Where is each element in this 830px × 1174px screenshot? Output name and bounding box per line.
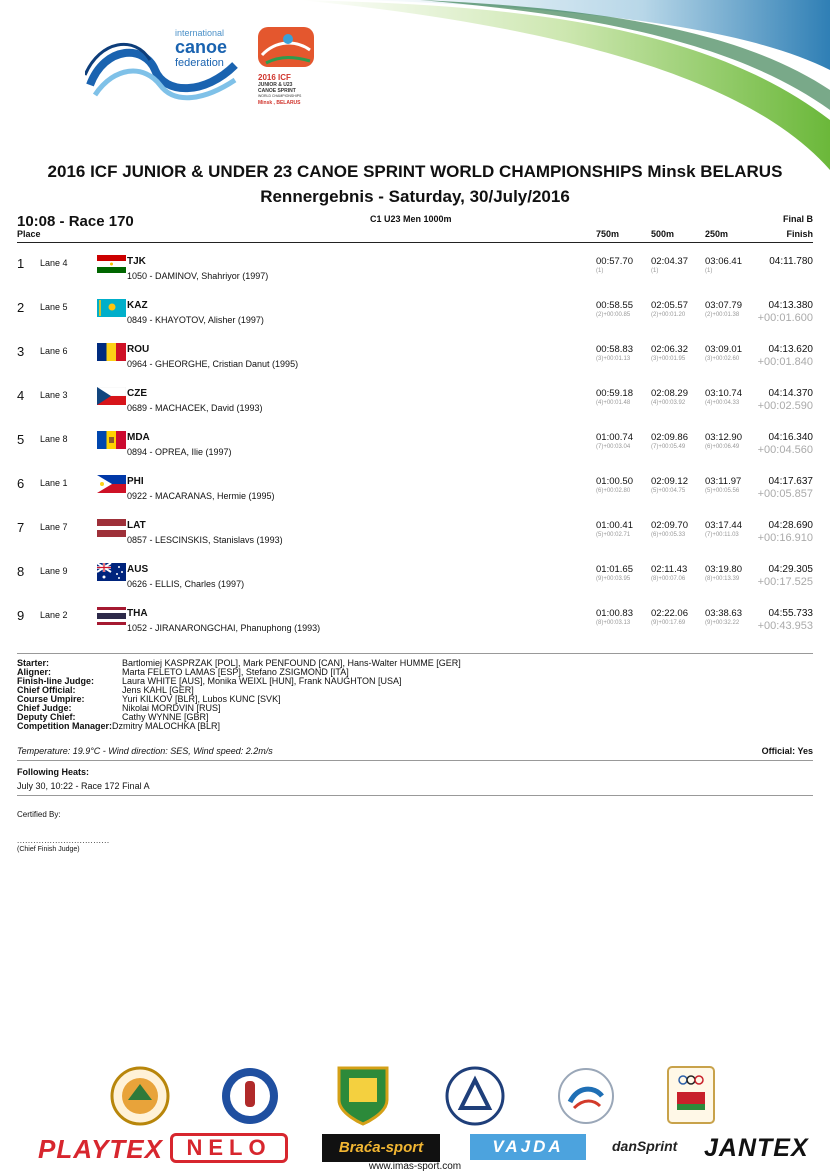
- lane: Lane 4: [40, 258, 68, 268]
- split-250m: 03:09.01: [705, 344, 742, 355]
- nation-code: AUS: [127, 564, 149, 575]
- split-750m: 01:00.50: [596, 476, 633, 487]
- split-500m-rank: (5)+00:04.75: [651, 488, 686, 494]
- split-500m-rank: (7)+00:05.49: [651, 444, 686, 450]
- signature-line: ..................................: [17, 836, 110, 845]
- lane: Lane 2: [40, 610, 68, 620]
- flag-kaz-icon: [97, 299, 126, 317]
- split-750m-rank: (3)+00:01.13: [596, 356, 631, 362]
- flag-tjk-icon: [97, 255, 126, 273]
- result-row: [0, 518, 830, 562]
- split-250m-rank: (3)+00:02.60: [705, 356, 740, 362]
- split-750m: 00:58.83: [596, 344, 633, 355]
- time-behind: +00:05.857: [757, 488, 813, 500]
- sponsor-dansprint: danSprint: [612, 1138, 678, 1154]
- split-750m-rank: (8)+00:03.13: [596, 620, 631, 626]
- athlete-name: 1052 - JIRANARONGCHAI, Phanuphong (1993): [127, 623, 321, 633]
- flag-rou-icon: [97, 343, 126, 361]
- finish-time: 04:13.620: [768, 344, 813, 355]
- official-names: Jens KAHL [GER]: [122, 685, 194, 695]
- split-250m: 03:06.41: [705, 256, 742, 267]
- result-row: [0, 254, 830, 298]
- finish-time: 04:55.733: [768, 608, 813, 619]
- split-500m-rank: (6)+00:05.33: [651, 532, 686, 538]
- official-names: Yuri KILKOV [BLR], Lubos KUNC [SVK]: [122, 694, 281, 704]
- split-750m: 00:57.70: [596, 256, 633, 267]
- official-names: Bartlomiej KASPRZAK [POL], Mark PENFOUND [CAN], Hans-Walter HUMME [GER]: [122, 658, 461, 668]
- split-750m-rank: (1): [596, 268, 604, 274]
- lane: Lane 1: [40, 478, 68, 488]
- header-divider: [17, 242, 813, 243]
- race-phase: Final B: [782, 214, 813, 224]
- event-logo: [256, 25, 316, 115]
- split-250m: 03:10.74: [705, 388, 742, 399]
- nation-code: ROU: [127, 344, 150, 355]
- split-500m: 02:09.12: [651, 476, 688, 487]
- sponsor-playtex: PLAYTEX: [38, 1134, 163, 1164]
- time-behind: +00:01.600: [757, 312, 813, 324]
- split-500m-rank: (3)+00:01.95: [651, 356, 686, 362]
- result-row: [0, 342, 830, 386]
- athlete-name: 0894 - OPREA, Ilie (1997): [127, 447, 232, 457]
- race-time-number: 10:08 - Race 170: [17, 213, 134, 230]
- finish-time: 04:29.305: [768, 564, 813, 575]
- split-750m: 01:00.74: [596, 432, 633, 443]
- result-row: [0, 606, 830, 650]
- official-names: Cathy WYNNE [GBR]: [122, 712, 209, 722]
- split-250m-rank: (9)+00:32.22: [705, 620, 740, 626]
- rank: 9: [17, 608, 25, 623]
- event-logo-text-3: CANOE SPRINT: [258, 88, 296, 94]
- event-logo-text-5: Minsk , BELARUS: [258, 100, 301, 106]
- event-logo-text-2: JUNIOR & U23: [258, 82, 293, 88]
- split-750m-rank: (2)+00:00.85: [596, 312, 631, 318]
- flag-phi-icon: [97, 475, 126, 493]
- finish-time: 04:14.370: [768, 388, 813, 399]
- split-500m-rank: (4)+00:03.92: [651, 400, 686, 406]
- split-250m-rank: (4)+00:04.33: [705, 400, 740, 406]
- nation-code: KAZ: [127, 300, 148, 311]
- divider: [17, 760, 813, 761]
- official-role: Chief Official:: [17, 685, 76, 695]
- split-500m-rank: (2)+00:01.20: [651, 312, 686, 318]
- split-750m: 01:00.41: [596, 520, 633, 531]
- rank: 7: [17, 520, 25, 535]
- nation-code: CZE: [127, 388, 147, 399]
- weather-info: Temperature: 19.9°C - Wind direction: SES, Wind speed: 2.2m/s: [17, 746, 273, 756]
- col-finish: Finish: [786, 229, 813, 239]
- rank: 2: [17, 300, 25, 315]
- finish-time: 04:17.637: [768, 476, 813, 487]
- lane: Lane 7: [40, 522, 68, 532]
- official-names: Marta FELETO LAMAS [ESP], Stefano ZSIGMOND [ITA]: [122, 667, 349, 677]
- split-500m: 02:22.06: [651, 608, 688, 619]
- following-heats-value: July 30, 10:22 - Race 172 Final A: [17, 781, 150, 791]
- sponsor-emblem-5-icon: [556, 1066, 616, 1126]
- finish-time: 04:13.380: [768, 300, 813, 311]
- athlete-name: 0857 - LESCINSKIS, Stanislavs (1993): [127, 535, 283, 545]
- athlete-name: 0626 - ELLIS, Charles (1997): [127, 579, 245, 589]
- rank: 5: [17, 432, 25, 447]
- split-250m-rank: (7)+00:11.03: [705, 532, 739, 538]
- lane: Lane 8: [40, 434, 68, 444]
- rank: 6: [17, 476, 25, 491]
- sponsor-emblem-4-icon: [445, 1066, 505, 1126]
- lane: Lane 9: [40, 566, 68, 576]
- athlete-name: 0849 - KHAYOTOV, Alisher (1997): [127, 315, 264, 325]
- time-behind: +00:43.953: [757, 620, 813, 632]
- split-250m: 03:17.44: [705, 520, 742, 531]
- col-500m: 500m: [651, 229, 675, 239]
- document-title: 2016 ICF JUNIOR & UNDER 23 CANOE SPRINT WORLD CHAMPIONSHIPS Minsk BELARUS: [47, 162, 783, 181]
- split-500m-rank: (9)+00:17.69: [651, 620, 686, 626]
- sponsors-area: [0, 1060, 830, 1174]
- athlete-name: 0964 - GHEORGHE, Cristian Danut (1995): [127, 359, 299, 369]
- split-250m-rank: (5)+00:05.56: [705, 488, 740, 494]
- time-behind: +00:02.590: [757, 400, 813, 412]
- split-250m: 03:12.90: [705, 432, 742, 443]
- event-logo-text-4: WORLD CHAMPIONSHIPS: [258, 94, 302, 98]
- split-750m-rank: (7)+00:03.04: [596, 444, 631, 450]
- split-750m: 01:01.65: [596, 564, 633, 575]
- canoe-emblem-icon: [256, 25, 316, 70]
- split-500m: 02:06.32: [651, 344, 688, 355]
- split-750m-rank: (5)+00:02.71: [596, 532, 631, 538]
- official-names: Dzmitry MALOCHKA [BLR]: [112, 721, 221, 731]
- split-750m-rank: (4)+00:01.48: [596, 400, 631, 406]
- split-250m: 03:07.79: [705, 300, 742, 311]
- chief-finish-judge-label: (Chief Finish Judge): [17, 846, 80, 853]
- nation-code: TJK: [127, 256, 146, 267]
- event-logo-text-1: 2016 ICF: [258, 73, 291, 82]
- official-names: Nikolai MORDVIN [RUS]: [122, 703, 221, 713]
- nation-code: THA: [127, 608, 148, 619]
- result-row: [0, 562, 830, 606]
- nation-code: PHI: [127, 476, 144, 487]
- finish-time: 04:28.690: [768, 520, 813, 531]
- split-250m-rank: (1): [705, 268, 713, 274]
- sponsor-emblem-6-icon: [665, 1064, 717, 1126]
- flag-cze-icon: [97, 387, 126, 405]
- sponsor-emblem-2-icon: [220, 1066, 280, 1126]
- flag-tha-icon: [97, 607, 126, 625]
- official-role: Finish-line Judge:: [17, 676, 95, 686]
- sponsor-jantex: JANTEX: [704, 1134, 809, 1162]
- result-row: [0, 430, 830, 474]
- official-role: Aligner:: [17, 667, 52, 677]
- col-250m: 250m: [705, 229, 729, 239]
- rank: 1: [17, 256, 25, 271]
- flag-mda-icon: [97, 431, 126, 449]
- flag-lat-icon: [97, 519, 126, 537]
- official-role: Chief Judge:: [17, 703, 72, 713]
- result-row: [0, 474, 830, 518]
- athlete-name: 1050 - DAMINOV, Shahriyor (1997): [127, 271, 269, 281]
- split-500m: 02:08.29: [651, 388, 688, 399]
- result-row: [0, 386, 830, 430]
- lane: Lane 6: [40, 346, 68, 356]
- athlete-name: 0922 - MACARANAS, Hermie (1995): [127, 491, 275, 501]
- divider: [17, 653, 813, 654]
- split-500m: 02:05.57: [651, 300, 688, 311]
- icf-logo-text-2: canoe: [175, 37, 228, 57]
- time-behind: +00:01.840: [757, 356, 813, 368]
- sponsor-braca-sport: Braća-sport: [322, 1134, 440, 1162]
- split-750m-rank: (6)+00:02.80: [596, 488, 631, 494]
- official-role: Course Umpire:: [17, 694, 85, 704]
- split-750m: 01:00.83: [596, 608, 633, 619]
- nation-code: MDA: [127, 432, 150, 443]
- certified-by-label: Certified By:: [17, 810, 61, 819]
- official-status: Official: Yes: [761, 746, 813, 756]
- split-500m: 02:09.86: [651, 432, 688, 443]
- split-250m: 03:19.80: [705, 564, 742, 575]
- official-role: Competition Manager:: [17, 721, 113, 731]
- split-500m: 02:11.43: [651, 564, 688, 575]
- icf-logo-text-3: federation: [175, 57, 224, 69]
- time-behind: +00:16.910: [757, 532, 813, 544]
- split-250m-rank: (2)+00:01.38: [705, 312, 740, 318]
- athlete-name: 0689 - MACHACEK, David (1993): [127, 403, 263, 413]
- sponsor-emblem-3-icon: [335, 1064, 391, 1126]
- official-role: Deputy Chief:: [17, 712, 76, 722]
- split-250m-rank: (6)+00:06.49: [705, 444, 740, 450]
- icf-logo: [85, 25, 245, 115]
- nation-code: LAT: [127, 520, 146, 531]
- split-500m: 02:04.37: [651, 256, 688, 267]
- sponsor-nelo: NELO: [170, 1133, 288, 1163]
- split-250m-rank: (8)+00:13.39: [705, 576, 740, 582]
- official-role: Starter:: [17, 658, 50, 668]
- split-750m: 00:59.18: [596, 388, 633, 399]
- split-250m: 03:38.63: [705, 608, 742, 619]
- split-500m-rank: (1): [651, 268, 659, 274]
- sponsor-vajda: VAJDA: [470, 1134, 586, 1160]
- document-subtitle: Rennergebnis - Saturday, 30/July/2016: [260, 187, 570, 206]
- finish-time: 04:11.780: [769, 256, 813, 267]
- split-250m: 03:11.97: [705, 476, 742, 487]
- split-500m-rank: (8)+00:07.06: [651, 576, 686, 582]
- official-names: Laura WHITE [AUS], Monika WEIXL [HUN], Frank NAUGHTON [USA]: [122, 676, 402, 686]
- rank: 4: [17, 388, 25, 403]
- split-750m: 00:58.55: [596, 300, 633, 311]
- rank: 8: [17, 564, 25, 579]
- place-header: Place: [17, 229, 41, 239]
- split-750m-rank: (9)+00:03.95: [596, 576, 631, 582]
- divider: [17, 795, 813, 796]
- col-750m: 750m: [596, 229, 620, 239]
- time-behind: +00:17.525: [757, 576, 813, 588]
- website-url: www.imas-sport.com: [368, 1161, 462, 1172]
- icf-logo-text-1: international: [175, 28, 225, 38]
- time-behind: +00:04.560: [757, 444, 813, 456]
- lane: Lane 3: [40, 390, 68, 400]
- flag-aus-icon: [97, 563, 126, 581]
- following-heats-label: Following Heats:: [17, 767, 89, 777]
- sponsor-emblem-1-icon: [110, 1066, 170, 1126]
- event-name: C1 U23 Men 1000m: [370, 214, 452, 224]
- split-500m: 02:09.70: [651, 520, 688, 531]
- finish-time: 04:16.340: [768, 432, 813, 443]
- result-row: [0, 298, 830, 342]
- lane: Lane 5: [40, 302, 68, 312]
- rank: 3: [17, 344, 25, 359]
